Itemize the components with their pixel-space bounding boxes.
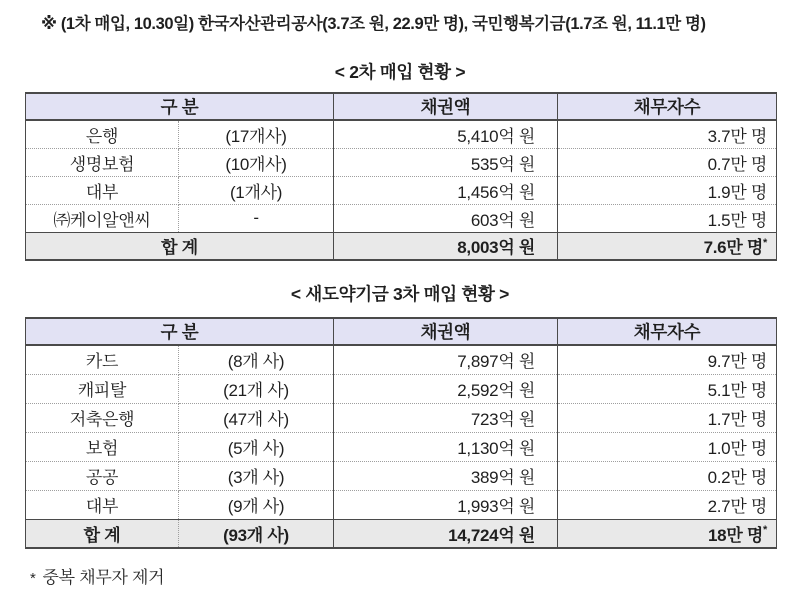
total-debtor-value: 7.6만 명 [703, 238, 764, 258]
table2-header-category: 구 분 [26, 318, 334, 345]
table1-header-bond-amount: 채권액 [334, 93, 558, 120]
company-count-cell: - [179, 204, 334, 232]
total-bond-amount-cell: 14,724억 원 [334, 519, 558, 548]
total-debtor-count-cell [558, 232, 777, 260]
category-name-cell: 공공 [26, 461, 179, 490]
table2-total-row [26, 519, 777, 548]
bond-amount-cell: 5,410억 원 [334, 120, 558, 148]
bond-amount-cell: 1,456억 원 [334, 176, 558, 204]
table1-title: < 2차 매입 현황 > [334, 62, 466, 82]
table-row [26, 403, 777, 432]
third-purchase-table [25, 317, 777, 549]
bond-amount-cell: 389억 원 [334, 461, 558, 490]
debtor-count-cell: 1.5만 명 [558, 204, 777, 232]
category-name-cell: 대부 [26, 176, 179, 204]
footnote-asterisk: * [30, 570, 36, 587]
bond-amount-cell: 1,993억 원 [334, 490, 558, 519]
category-name-cell: 은행 [26, 120, 179, 148]
table-row [26, 148, 777, 176]
bond-amount-cell: 7,897억 원 [334, 345, 558, 374]
table2-header-debtor-count: 채무자수 [558, 318, 777, 345]
table1-header-debtor-count: 채무자수 [558, 93, 777, 120]
table-row [26, 461, 777, 490]
debtor-count-cell: 9.7만 명 [558, 345, 777, 374]
table-row [26, 176, 777, 204]
total-label-cell: 합 계 [26, 232, 334, 260]
company-count-cell: (17개사) [179, 120, 334, 148]
table1-header-row [26, 93, 777, 120]
company-count-cell: (8개 사) [179, 345, 334, 374]
debtor-count-cell: 1.0만 명 [558, 432, 777, 461]
company-count-cell: (21개 사) [179, 374, 334, 403]
table2-header-row [26, 318, 777, 345]
total-debtor-value: 18만 명 [708, 525, 764, 545]
footnote [30, 563, 164, 588]
company-count-cell: (1개사) [179, 176, 334, 204]
total-company-count-cell: (93개 사) [179, 519, 334, 548]
debtor-count-cell: 0.2만 명 [558, 461, 777, 490]
company-count-cell: (9개 사) [179, 490, 334, 519]
debtor-count-cell: 1.7만 명 [558, 403, 777, 432]
table2-header-bond-amount: 채권액 [334, 318, 558, 345]
bond-amount-cell: 723억 원 [334, 403, 558, 432]
total-label-cell: 합 계 [26, 519, 179, 548]
table-row [26, 120, 777, 148]
second-purchase-table [25, 92, 777, 261]
category-name-cell: 저축은행 [26, 403, 179, 432]
bond-amount-cell: 603억 원 [334, 204, 558, 232]
table-row [26, 374, 777, 403]
footnote-text: 중복 채무자 제거 [42, 568, 165, 587]
total-debtor-count-cell [558, 519, 777, 548]
footnote-star-marker: * [763, 524, 767, 537]
first-purchase-note: ※ (1차 매입, 10.30일) 한국자산관리공사(3.7조 원, 22.9만 명), 국민행복기금(1.7조 원, 11.1만 명) [41, 15, 706, 33]
table-row [26, 345, 777, 374]
table-row [26, 204, 777, 232]
total-bond-amount-cell: 8,003억 원 [334, 232, 558, 260]
company-count-cell: (3개 사) [179, 461, 334, 490]
table2-title: < 새도약기금 3차 매입 현황 > [290, 284, 510, 304]
category-name-cell: 캐피탈 [26, 374, 179, 403]
debtor-count-cell: 0.7만 명 [558, 148, 777, 176]
category-name-cell: 보험 [26, 432, 179, 461]
company-count-cell: (10개사) [179, 148, 334, 176]
debtor-count-cell: 5.1만 명 [558, 374, 777, 403]
bond-amount-cell: 2,592억 원 [334, 374, 558, 403]
category-name-cell: 대부 [26, 490, 179, 519]
table1-total-row [26, 232, 777, 260]
category-name-cell: ㈜케이알앤씨 [26, 204, 179, 232]
bond-amount-cell: 535억 원 [334, 148, 558, 176]
category-name-cell: 카드 [26, 345, 179, 374]
table-row [26, 490, 777, 519]
company-count-cell: (47개 사) [179, 403, 334, 432]
footnote-star-marker: * [763, 236, 767, 249]
debtor-count-cell: 2.7만 명 [558, 490, 777, 519]
table1-header-category: 구 분 [26, 93, 334, 120]
debtor-count-cell: 1.9만 명 [558, 176, 777, 204]
table-row [26, 432, 777, 461]
debtor-count-cell: 3.7만 명 [558, 120, 777, 148]
company-count-cell: (5개 사) [179, 432, 334, 461]
category-name-cell: 생명보험 [26, 148, 179, 176]
bond-amount-cell: 1,130억 원 [334, 432, 558, 461]
